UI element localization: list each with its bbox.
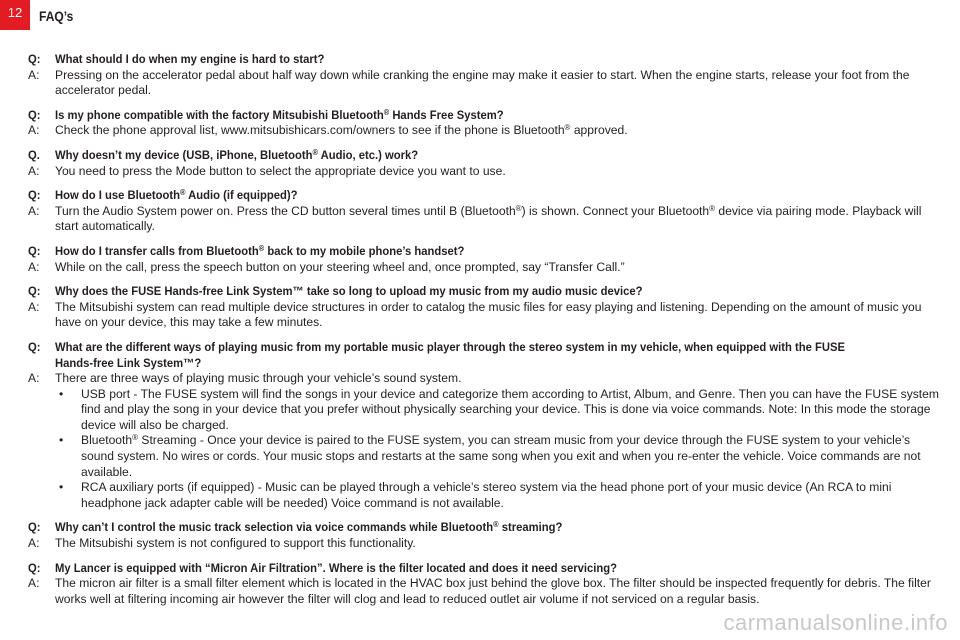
question [28, 244, 940, 260]
answer [28, 260, 940, 276]
answer [28, 123, 940, 139]
faq-item [28, 244, 940, 275]
bullet: • [59, 480, 64, 495]
question [28, 561, 940, 577]
answer-text: You need to press the Mode button to select the appropriate device you want to use. [55, 163, 506, 178]
answer-label: A: [28, 203, 40, 218]
question-text: Why doesn’t my device (USB, iPhone, Bluetooth® Audio, etc.) work? [55, 147, 419, 162]
watermark: carmanualsonline.info [723, 610, 948, 635]
question-text: Is my phone compatible with the factory Mitsubishi Bluetooth® Hands Free System? [55, 107, 504, 122]
faq-item [28, 188, 940, 235]
question [28, 284, 940, 300]
answer-text [55, 371, 940, 511]
question [28, 340, 940, 371]
answer-label: A: [28, 576, 40, 591]
question-label: Q: [28, 560, 41, 575]
answer-text: Turn the Audio System power on. Press the CD button several times until B (Bluetooth®) is shown. Connect your Bluetooth® device via pairing mode. Playback will start automatically. [55, 203, 922, 234]
question-text: Why does the FUSE Hands-free Link System™ take so long to upload my music from my audio music device? [55, 284, 643, 299]
question-label: Q: [28, 52, 41, 66]
question [28, 188, 940, 204]
question-text: What should I do when my engine is hard to start? [55, 52, 325, 66]
answer [28, 576, 940, 607]
answer [28, 536, 940, 552]
answer-text: The Mitsubishi system can read multiple device structures in order to catalog the music files for easy playing and listening. Depending on the amount of music you have on your device, this may take a few minutes. [55, 299, 922, 330]
question-label: Q: [28, 243, 41, 258]
answer-intro: There are three ways of playing music through your vehicle’s sound system. [55, 371, 462, 386]
list-item: • RCA auxiliary ports (if equipped) - Music can be played through a vehicle’s stereo system via the head phone port of your music device (An RCA to mini headphone jack adapter cable will be needed) Voice command is not available. [59, 480, 892, 510]
answer-text: Pressing on the accelerator pedal about half way down while cranking the engine may make it easier to start. When the engine starts, release your foot from the accelerator pedal. [55, 67, 910, 98]
faq-item [28, 52, 940, 99]
page-number-tab: 12 [0, 0, 30, 30]
question-text: My Lancer is equipped with “Micron Air Filtration”. Where is the filter located and does it need servicing? [55, 560, 618, 575]
answer [28, 371, 940, 511]
playback-options-list [55, 387, 940, 512]
faq-item [28, 520, 940, 551]
answer-text: The micron air filter is a small filter element which is located in the HVAC box just behind the glove box. The filter should be inspected frequently for debris. The filter works well at filtering incoming air however the filter will clog and lead to reduced outlet air volume if not serviced on a regular basis. [55, 576, 931, 606]
question [28, 148, 940, 164]
faq-list [28, 52, 940, 616]
faq-item [28, 108, 940, 139]
question [28, 520, 940, 536]
bullet: • [59, 386, 64, 401]
answer-text: Check the phone approval list, www.mitsubishicars.com/owners to see if the phone is Bluetooth® approved. [55, 123, 628, 138]
answer-text: The Mitsubishi system is not configured to support this functionality. [55, 536, 416, 551]
bullet: • [59, 433, 64, 448]
question-text: What are the different ways of playing music from my portable music player through the stereo system in my vehicle, when equipped with the FUSE Hands-free Link System™? [55, 339, 845, 370]
question-text: How do I use Bluetooth® Audio (if equipped)? [55, 188, 298, 203]
question-text: How do I transfer calls from Bluetooth® back to my mobile phone’s handset? [55, 243, 465, 258]
faq-item [28, 340, 940, 512]
question-label: Q: [28, 284, 41, 299]
answer-text: While on the call, press the speech button on your steering wheel and, once prompted, say “Transfer Call.” [55, 259, 625, 274]
answer-label: A: [28, 371, 40, 386]
answer-label: A: [28, 67, 40, 82]
answer [28, 68, 940, 99]
answer-label: A: [28, 163, 40, 178]
answer-label: A: [28, 536, 40, 551]
question-label: Q: [28, 520, 41, 535]
answer-label: A: [28, 259, 40, 274]
answer [28, 164, 940, 180]
answer-label: A: [28, 123, 40, 138]
question-label: Q: [28, 339, 41, 354]
list-item: • USB port - The FUSE system will find the songs in your device and categorize them according to Artist, Album, and Genre. Then you can have the FUSE system find and play the song in your device that you prefer without physically searching your device. This is done via voice commands. Note: In this mode the storage device will also be charged. [59, 386, 939, 432]
question [28, 52, 940, 68]
answer [28, 300, 940, 331]
answer [28, 204, 940, 235]
list-item: • Bluetooth® Streaming - Once your device is paired to the FUSE system, you can stream music from your device through the FUSE system to your vehicle’s sound system. No wires or cords. Your music stops and restarts at the same song when you exit and when you re-enter the vehicle. Voice commands are not available. [59, 433, 921, 479]
question-text: Why can’t I control the music track selection via voice commands while Bluetooth® streaming? [55, 520, 563, 535]
question-label: Q. [28, 147, 40, 162]
question-label: Q: [28, 188, 41, 203]
page-title: FAQ’s [39, 8, 74, 24]
faq-item [28, 284, 940, 331]
answer-label: A: [28, 299, 40, 314]
question [28, 108, 940, 124]
faq-item [28, 148, 940, 179]
question-label: Q: [28, 107, 41, 122]
faq-item [28, 561, 940, 608]
